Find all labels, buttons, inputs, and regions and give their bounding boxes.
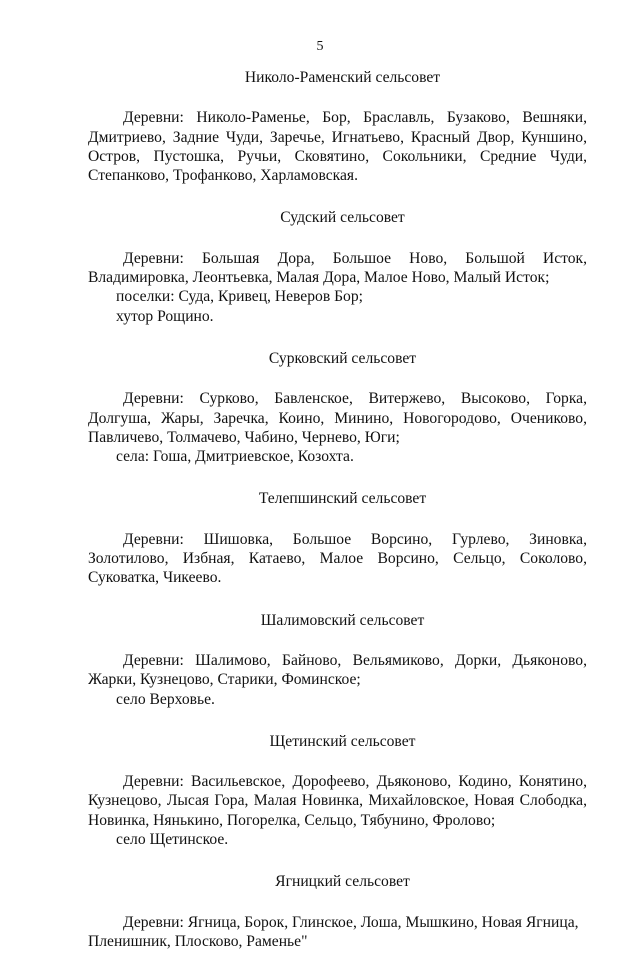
section-body xyxy=(88,389,587,466)
villages-paragraph: Деревни: Шалимово, Байново, Вельямиково, Дорки, Дьяконово, Жарки, Кузнецово, Старики, Фоминское; xyxy=(88,651,587,689)
settlements-line: поселки: Суда, Кривец, Неверов Бор; xyxy=(116,288,363,306)
section-body xyxy=(88,249,587,326)
section-yagnitsky xyxy=(88,872,587,951)
section-nikolo-ramensky xyxy=(88,68,587,185)
section-body xyxy=(88,530,587,588)
section-heading: Ягницкий сельсовет xyxy=(275,873,410,891)
villages-paragraph: Деревни: Ягница, Борок, Глинское, Лоша, Мышкино, Новая Ягница, Пленишник, Плосково, Раменье" xyxy=(88,913,579,950)
section-surkovsky xyxy=(88,349,587,466)
section-heading: Судский сельсовет xyxy=(280,209,405,227)
villages-paragraph: Деревни: Николо-Раменье, Бор, Браславль, Бузаково, Вешняки, Дмитриево, Задние Чуди, Заречье, Игнатьево, Красный Двор, Куншино, Остров, Пустошка, Ручьи, Сковятино, Сокольники, Средние Чуди, Степанково, Трофанково, Харламовская. xyxy=(88,109,587,185)
villages-paragraph: Деревни: Шишовка, Большое Ворсино, Гурлево, Зиновка, Золотилово, Избная, Катаево, Малое Ворсино, Сельцо, Соколово, Суковатка, Чикеево. xyxy=(88,530,587,587)
section-body xyxy=(88,913,587,952)
farmstead-line: хутор Рощино. xyxy=(116,307,214,325)
villages-paragraph: Деревни: Сурково, Бавленское, Витержево, Высоково, Горка, Долгуша, Жары, Заречка, Коино, Минино, Новогородово, Очениково, Павличево, Толмачево, Чабино, Чернево, Юги; xyxy=(88,390,587,446)
section-body xyxy=(88,772,587,849)
section-heading: Щетинский сельсовет xyxy=(269,732,416,750)
villages-paragraph: Деревни: Васильевское, Дорофеево, Дьяконово, Кодино, Конятино, Кузнецово, Лысая Гора, Малая Новинка, Михайловское, Новая Слободка, Новинка, Нянькино, Погорелка, Сельцо, Тябунино, Фролово; xyxy=(88,773,587,829)
section-body xyxy=(88,108,587,185)
section-heading: Николо-Раменский сельсовет xyxy=(244,69,441,86)
section-heading: Шалимовский сельсовет xyxy=(260,611,425,629)
section-shchetinsky xyxy=(88,732,587,849)
page-number: 5 xyxy=(316,39,324,54)
document-content xyxy=(88,68,587,974)
section-sudsky xyxy=(88,208,587,325)
section-heading: Телепшинский сельсовет xyxy=(258,490,427,508)
section-telepshinsky xyxy=(88,489,587,587)
selo-line: село Щетинское. xyxy=(116,831,229,849)
selo-line: села: Гоша, Дмитриевское, Козохта. xyxy=(116,448,354,466)
villages-paragraph: Деревни: Большая Дора, Большое Ново, Большой Исток, Владимировка, Леонтьевка, Малая Дора, Малое Ново, Малый Исток; xyxy=(88,249,587,287)
selo-line: село Верховье. xyxy=(116,690,215,708)
section-heading: Сурковский сельсовет xyxy=(268,349,417,367)
section-body xyxy=(88,651,587,709)
section-shalimovsky xyxy=(88,611,587,709)
